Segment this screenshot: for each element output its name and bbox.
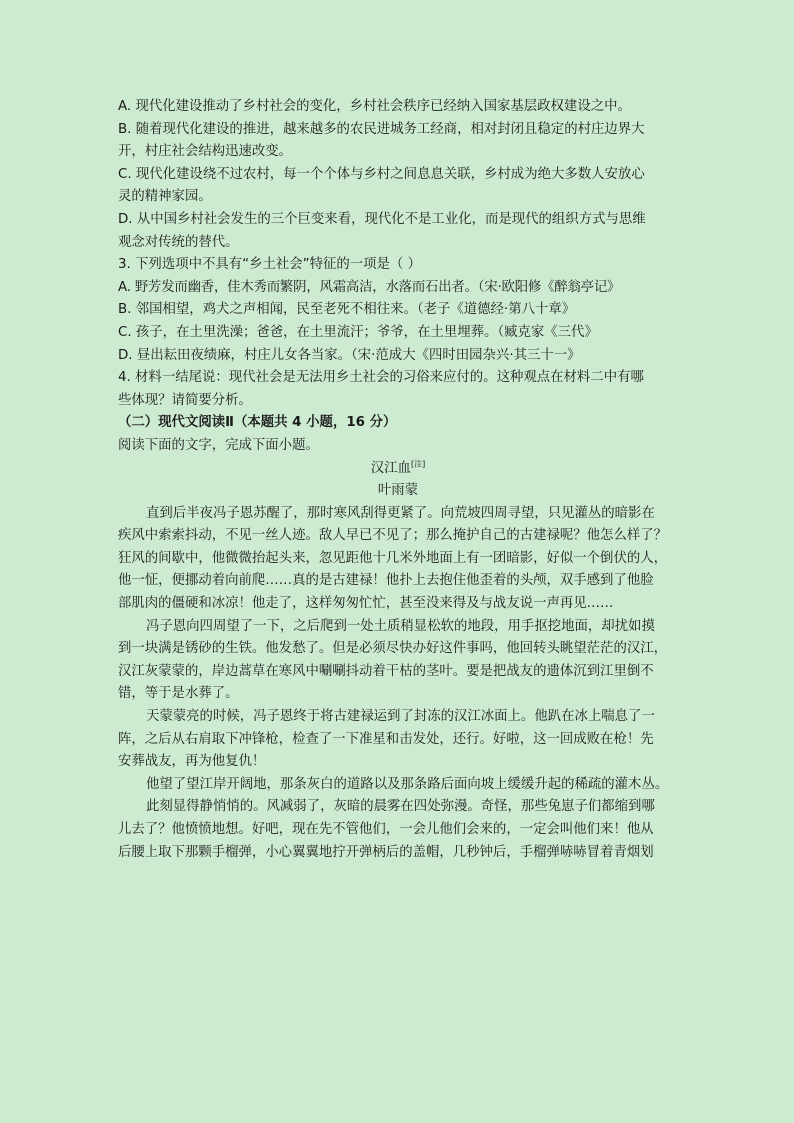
page-content bbox=[118, 96, 678, 864]
question-4-line-2: 些体现？请简要分析。 bbox=[118, 392, 252, 408]
question-3-option-c: C. 孩子，在土里洗澡；爸爸，在土里流汗；爷爷，在土里埋葬。（臧克家《三代》 bbox=[118, 324, 598, 340]
story-title bbox=[118, 458, 678, 481]
paragraph-line: 部肌肉的僵硬和冰凉！他走了，这样匆匆忙忙，甚至没来得及与战友说一声再见…… bbox=[118, 596, 614, 612]
story-paragraph-3 bbox=[118, 706, 678, 774]
paragraph-line: 冯子恩向四周望了一下，之后爬到一处土质稍显松软的地段，用手抠挖地面，却扰如摸 bbox=[146, 618, 655, 634]
section-heading: （二）现代文阅读Ⅱ（本题共 4 小题，16 分） bbox=[118, 415, 397, 431]
question-3 bbox=[118, 254, 678, 367]
story-paragraph-5 bbox=[118, 796, 678, 864]
paragraph-line: 安葬战友，再为他复仇！ bbox=[118, 754, 266, 770]
paragraph-line: 后腰上取下那颗手榴弹，小心翼翼地拧开弹柄后的盖帽，几秒钟后，手榴弹哧哧冒着青烟划 bbox=[118, 844, 654, 860]
paragraph-line: 此刻显得静悄悄的。风减弱了，灰暗的晨雾在四处弥漫。奇怪，那些兔崽子们都缩到哪 bbox=[146, 799, 655, 815]
paragraph-line: 直到后半夜冯子恩苏醒了，那时寒风刮得更紧了。向荒坡四周寻望，只见灌丛的暗影在 bbox=[146, 505, 655, 521]
paragraph-line: 疾风中索索抖动，不见一丝人迹。敌人早已不见了；那么掩护自己的古建禄呢？他怎么样了？ bbox=[118, 528, 668, 544]
story-paragraph-2 bbox=[118, 616, 678, 706]
question-3-option-d: D. 昼出耘田夜绩麻，村庄儿女各当家。（宋·范成大《四时田园杂兴·其三十一》 bbox=[118, 347, 581, 363]
question-4-line-1: 4. 材料一结尾说：现代社会是无法用乡土社会的习俗来应付的。这种观点在材料二中有哪 bbox=[118, 370, 644, 386]
option-c-line-2: 灵的精神家园。 bbox=[118, 189, 212, 205]
option-c-line-1: C. 现代化建设绕不过农村，每一个个体与乡村之间息息关联，乡村成为绝大多数人安放心 bbox=[118, 166, 645, 182]
paragraph-line: 儿去了？他愤愤地想。好吧，现在先不管他们，一会儿他们会来的，一定会叫他们来！他从 bbox=[118, 822, 654, 837]
question-3-option-a: A. 野芳发而幽香，佳木秀而繁阴，风霜高洁，水落而石出者。（宋·欧阳修《醉翁亭记》 bbox=[118, 279, 621, 295]
paragraph-line: 汉江灰蒙蒙的，岸边蒿草在寒风中唰唰抖动着干枯的茎叶。要是把战友的遗体沉到江里倒不 bbox=[118, 663, 654, 679]
option-b-line-2: 开，村庄社会结构迅速改变。 bbox=[118, 144, 293, 160]
question-3-stem: 3. 下列选项中不具有“乡土社会”特征的一项是（ ） bbox=[118, 257, 421, 273]
story-paragraph-4 bbox=[118, 774, 678, 797]
option-d-line-2: 观念对传统的替代。 bbox=[118, 234, 239, 250]
question-2-options bbox=[118, 96, 678, 254]
story-title-note: [注] bbox=[410, 459, 426, 469]
story-title-text: 汉江血 bbox=[370, 460, 411, 476]
story-paragraph-1 bbox=[118, 503, 678, 616]
section-instruction: 阅读下面的文字，完成下面小题。 bbox=[118, 437, 319, 453]
question-4 bbox=[118, 367, 678, 412]
paragraph-line: 到一块满是锈砂的生铁。他发愁了。但是必须尽快办好这件事吗，他回转头眺望茫茫的汉江， bbox=[118, 641, 668, 657]
question-3-option-b: B. 邻国相望，鸡犬之声相闻，民至老死不相往来。（老子《道德经·第八十章》 bbox=[118, 302, 576, 318]
paragraph-line: 狂风的间歇中，他微微抬起头来，忽见距他十几米外地面上有一团暗影，好似一个倒伏的人， bbox=[118, 550, 668, 566]
paragraph-line: 阵，之后从右肩取下冲锋枪，检查了一下准星和击发处，还行。好啦，这一回成败在枪！先 bbox=[118, 731, 654, 747]
option-d-line-1: D. 从中国乡村社会发生的三个巨变来看，现代化不是工业化，而是现代的组织方式与思维 bbox=[118, 211, 646, 227]
paragraph-line: 错，等于是水葬了。 bbox=[118, 686, 239, 702]
paragraph-line: 他一怔，便挪动着向前爬……真的是古建禄！他扑上去抱住他歪着的头颅，双手感到了他脸 bbox=[118, 573, 654, 589]
paragraph-line: 天蒙蒙亮的时候，冯子恩终于将古建禄运到了封冻的汉江冰面上。他趴在冰上喘息了一 bbox=[146, 709, 655, 725]
option-a: A. 现代化建设推动了乡村社会的变化，乡村社会秩序已经纳入国家基层政权建设之中。 bbox=[118, 99, 631, 114]
paragraph-line: 他望了望江岸开阔地，那条灰白的道路以及那条路后面向坡上缓缓升起的稀疏的灌木丛。 bbox=[146, 776, 669, 792]
option-b-line-1: B. 随着现代化建设的推进，越来越多的农民进城务工经商，相对封闭且稳定的村庄边界大 bbox=[118, 121, 645, 137]
story-author: 叶雨蒙 bbox=[377, 483, 419, 499]
